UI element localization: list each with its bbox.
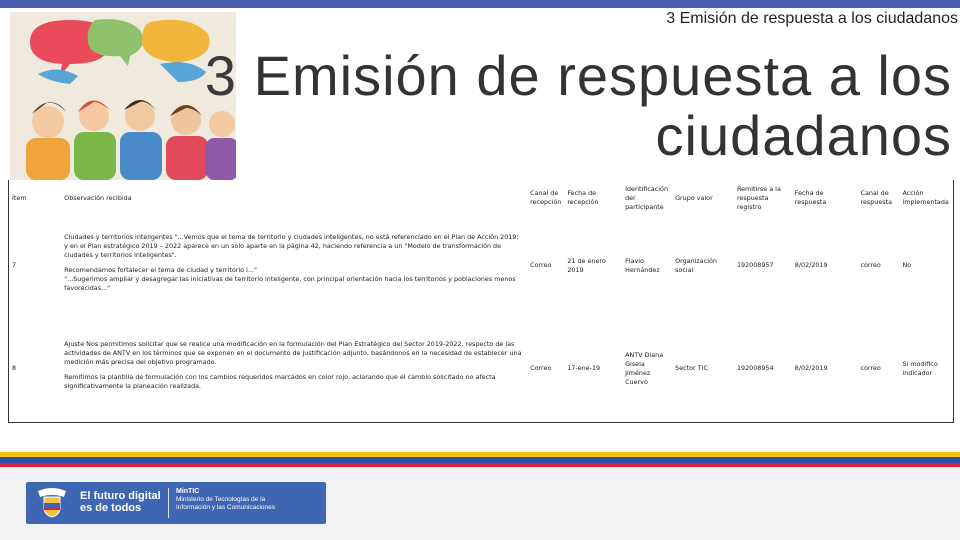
- observation-paragraph: Ajuste Nos permitimos solicitar que se realice una modificación en la formulación del Plan Estratégico del Sector 2019-2022, respecto de las actividades de ANTV en los términos que se exponen en el documento de justificación adjunto, basándonos en la necesidad de establecer una medición más precisa del objetivo programado.: [64, 340, 522, 366]
- slide-main-title: [152, 46, 952, 166]
- futuro-digital-text: [80, 490, 161, 514]
- header-registry: Remitirse a la respuesta registro: [736, 184, 781, 211]
- header-item: Ítem: [12, 193, 27, 202]
- row-channel: Correo: [530, 261, 552, 269]
- coat-of-arms-icon: [34, 487, 70, 519]
- row-registry: 192008957: [736, 261, 774, 269]
- mintic-line-2: Información y las Comunicaciones: [176, 504, 275, 511]
- observation-paragraph: Remitimos la plantilla de formulación con los cambios requeridos marcados en color rojo, aclarando que el cambio solicitado no afecta significativamente la planeación realizada.: [64, 373, 496, 390]
- responses-table: [8, 180, 954, 423]
- row-date: 17-ene-19: [567, 364, 601, 372]
- logo-line-2: es de todos: [80, 502, 142, 514]
- row-group: Sector TIC: [675, 364, 708, 372]
- mintic-line-1: Ministerio de Tecnologías de la: [176, 496, 266, 503]
- row-response-date: 8/02/2019: [794, 364, 828, 372]
- header-channel: Canal de recepción: [530, 189, 562, 206]
- header-response-date: Fecha de respuesta: [794, 189, 827, 206]
- row-date: 21 de enero 2019: [567, 256, 606, 274]
- header-observation: Observación recibida: [64, 193, 132, 202]
- slide-header-title: 3 Emisión de respuesta a los ciudadanos: [666, 10, 958, 27]
- title-line-2: ciudadanos: [655, 104, 952, 167]
- top-accent-bar: [0, 0, 960, 8]
- observation-paragraph: "...Sugerimos ampliar y desagregar las iniciativas de territorio inteligente, con principal orientación hacia los territorios y poblaciones menos favorecidas...": [64, 274, 516, 292]
- row-participant: ANTV Diana Gisela Jiménez Cuervo: [625, 350, 664, 386]
- row-response-date: 8/02/2019: [794, 261, 828, 269]
- header-group: Grupo valor: [675, 193, 713, 202]
- row-observation: [61, 216, 527, 315]
- row-group: Organización social: [675, 256, 717, 274]
- row-channel: Correo: [530, 364, 552, 372]
- row-observation: [61, 315, 527, 423]
- header-participant: Identificación del participante: [625, 184, 669, 211]
- row-item: 7: [12, 261, 17, 269]
- row-registry: 192008954: [736, 364, 774, 372]
- row-response-channel: correo: [860, 364, 881, 372]
- logo-line-1: El futuro digital: [80, 490, 161, 502]
- table-row: [9, 216, 954, 315]
- table-row: [9, 315, 954, 423]
- mintic-title: MinTIC: [176, 488, 200, 495]
- table-header-row: [9, 180, 954, 216]
- mintic-text: [176, 488, 275, 512]
- row-response-channel: correo: [860, 261, 881, 269]
- title-line-1: Emisión de respuesta a los: [253, 44, 952, 107]
- row-participant: Flavio Hernández: [625, 256, 660, 274]
- row-item: 8: [12, 364, 17, 372]
- header-action: Acción implementada: [902, 189, 949, 206]
- logo-divider: [168, 488, 169, 518]
- header-response-channel: Canal de respuesta: [860, 189, 893, 206]
- government-logo-banner: [26, 482, 326, 524]
- observation-paragraph: Recomendamos fortalecer el tema de ciudad y territorio i...": [64, 265, 257, 274]
- header-date: Fecha de recepción: [567, 189, 599, 206]
- title-number: 3: [204, 44, 238, 107]
- row-action: No: [902, 261, 912, 269]
- row-action: Si modifico indicador: [902, 359, 938, 377]
- observation-paragraph: Ciudades y territorios inteligentes "...Vemos que el tema de territorio y ciudades inteligentes, no está referenciado en el Plan de Acción 2019; y en el Plan estratégico 2019 – 2022 aparece en un solo aparte en la página 42, haciendo referencia a un "Modelo de transformación de ciudades y territorios inteligentes".: [64, 232, 519, 259]
